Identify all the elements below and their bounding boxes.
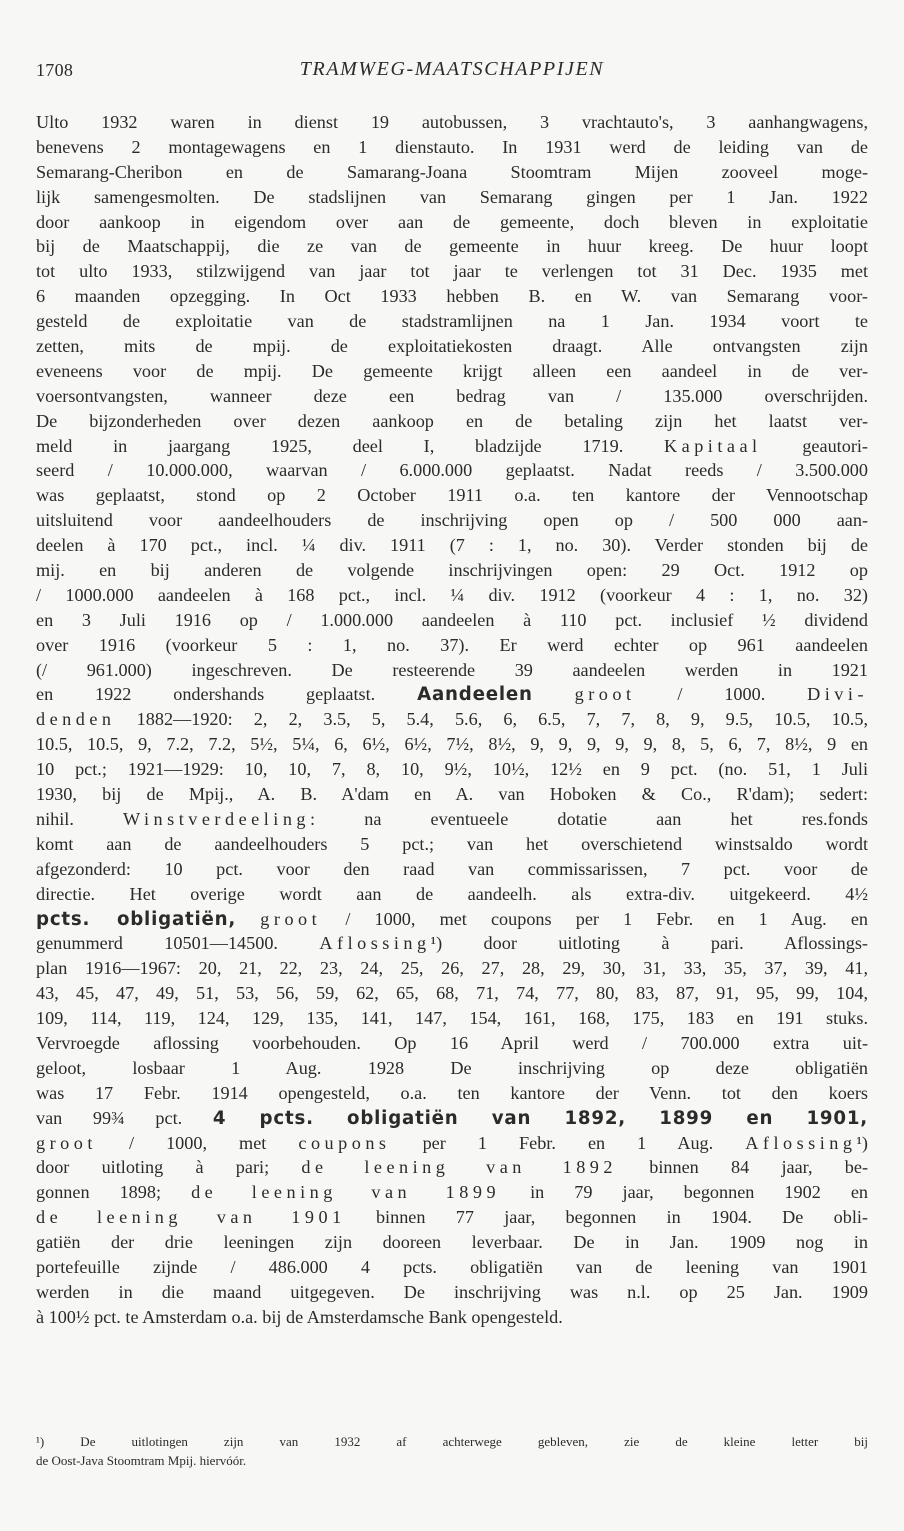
text-segment: ¹)	[856, 1132, 868, 1153]
spaced-term-segment: de leening van 1899	[191, 1182, 501, 1203]
page-header	[36, 50, 868, 90]
text-line	[36, 334, 868, 359]
text-line	[36, 1131, 868, 1156]
text-line	[36, 558, 868, 583]
text-segment: genummerd 10501—14500.	[36, 933, 320, 954]
text-line	[36, 508, 868, 533]
text-line	[36, 658, 868, 683]
spaced-term-segment: groot	[260, 908, 322, 929]
spaced-term-segment: Winstverdeeling	[123, 808, 311, 829]
text-segment: nihil.	[36, 808, 124, 829]
page-number: 1708	[36, 60, 74, 80]
text-segment: door aankoop in eigendom over aan de gemeente, doch bleven in exploitatie	[36, 211, 868, 232]
text-line	[36, 160, 868, 185]
body-text	[36, 110, 868, 1330]
text-segment: 10 pct.; 1921—1929: 10, 10, 7, 8, 10, 9½, 10½, 12½ en 9 pct. (no. 51, 1 Juli	[36, 759, 868, 780]
text-line	[36, 782, 868, 807]
text-segment: directie. Het overige wordt aan de aandeelh. als extra-div. uitgekeerd. 4½	[36, 883, 868, 904]
text-line	[36, 359, 868, 384]
text-segment: 1930, bij de Mpij., A. B. A'dam en A. van Hoboken & Co., R'dam); sedert:	[36, 784, 868, 805]
text-segment: voersontvangsten, wanneer deze een bedrag van / 135.000 overschrijden.	[36, 385, 868, 406]
text-segment: binnen 77 jaar, begonnen in 1904. De obli-	[345, 1207, 868, 1228]
text-line	[36, 956, 868, 981]
text-segment: geautori-	[761, 435, 868, 456]
text-segment: eveneens voor de mpij. De gemeente krijgt alleen een aandeel in de ver-	[36, 360, 868, 381]
text-segment: bij de Maatschappij, die ze van de gemeente in huur kreeg. De huur loopt	[36, 236, 868, 257]
text-line	[36, 931, 868, 956]
text-line	[36, 907, 868, 932]
text-line	[36, 1305, 868, 1330]
text-line	[36, 384, 868, 409]
text-segment: Semarang-Cheribon en de Samarang-Joana Stoomtram Mijen zooveel moge-	[36, 161, 868, 182]
text-segment: seerd / 10.000.000, waarvan / 6.000.000 geplaatst. Nadat reeds / 3.500.000	[36, 460, 868, 481]
text-line	[36, 857, 868, 882]
spaced-term-segment: groot	[574, 684, 636, 705]
text-segment	[236, 909, 260, 929]
footnote-line: de Oost-Java Stoomtram Mpij. hiervóór.	[36, 1453, 247, 1468]
text-segment: 6 maanden opzegging. In Oct 1933 hebben B. en W. van Semarang voor-	[36, 286, 868, 307]
text-line	[36, 434, 868, 459]
text-segment	[533, 684, 575, 704]
text-line	[36, 882, 868, 907]
text-line	[36, 1230, 868, 1255]
bold-heading-segment: pcts. obligatiën,	[36, 908, 237, 930]
text-line	[36, 309, 868, 334]
text-line	[36, 284, 868, 309]
spaced-term-segment: groot	[36, 1132, 97, 1153]
text-line	[36, 732, 868, 757]
text-segment: en 3 Juli 1916 op / 1.000.000 aandeelen à 110 pct. inclusief ½ dividend	[36, 609, 868, 630]
text-line	[36, 533, 868, 558]
text-line	[36, 807, 868, 832]
text-line	[36, 1056, 868, 1081]
text-segment: 1882—1920: 2, 2, 3.5, 5, 5.4, 5.6, 6, 6.5, 7, 7, 8, 9, 9.5, 10.5, 10.5,	[115, 709, 868, 730]
text-segment: 43, 45, 47, 49, 51, 53, 56, 59, 62, 65, 68, 71, 74, 77, 80, 83, 87, 91, 95, 99, 104,	[36, 983, 868, 1004]
text-segment: : na eventueele dotatie aan het res.fonds	[310, 808, 868, 829]
text-segment: meld in jaargang 1925, deel I, bladzijde 1719.	[36, 435, 664, 456]
spaced-term-segment: Divi-	[807, 684, 869, 705]
text-line	[36, 185, 868, 210]
text-line	[36, 1081, 868, 1106]
text-line	[36, 1031, 868, 1056]
text-segment: gesteld de exploitatie van de stadstramlijnen na 1 Jan. 1934 voort te	[36, 311, 868, 332]
text-line	[36, 633, 868, 658]
text-segment: 10.5, 10.5, 9, 7.2, 7.2, 5½, 5¼, 6, 6½, 6½, 7½, 8½, 9, 9, 9, 9, 9, 8, 5, 6, 7, 8½, 9 en	[36, 734, 868, 755]
text-segment: Vervroegde aflossing voorbehouden. Op 16 April werd / 700.000 extra uit-	[36, 1032, 868, 1053]
text-segment: De bijzonderheden over dezen aankoop en de betaling zijn het laatst ver-	[36, 410, 868, 431]
text-segment: ¹) door uitloting à pari. Aflossings-	[430, 933, 868, 954]
text-segment: werden in die maand uitgegeven. De inschrijving was n.l. op 25 Jan. 1909	[36, 1281, 868, 1302]
text-line	[36, 110, 868, 135]
text-line	[36, 981, 868, 1006]
text-segment: komt aan de aandeelhouders 5 pct.; van het overschietend winstsaldo wordt	[36, 833, 868, 854]
text-line	[36, 1106, 868, 1131]
text-segment: was geplaatst, stond op 2 October 1911 o.a. ten kantore der Vennootschap	[36, 485, 868, 506]
text-line	[36, 583, 868, 608]
spaced-term-segment: Kapitaal	[664, 435, 762, 456]
text-segment: 109, 114, 119, 124, 129, 135, 141, 147, 154, 161, 168, 175, 183 en 191 stuks.	[36, 1008, 868, 1029]
text-segment: benevens 2 montagewagens en 1 dienstauto. In 1931 werd de leiding van de	[36, 136, 868, 157]
text-line	[36, 135, 868, 160]
text-segment: door uitloting à pari;	[36, 1157, 302, 1178]
text-line	[36, 1280, 868, 1305]
text-line	[36, 458, 868, 483]
text-segment: gonnen 1898;	[36, 1182, 192, 1203]
text-line	[36, 210, 868, 235]
spaced-term-segment: Aflossing	[745, 1132, 857, 1153]
text-segment: gatiën der drie leeningen zijn dooreen leverbaar. De in Jan. 1909 nog in	[36, 1232, 868, 1253]
text-segment: à 100½ pct. te Amsterdam o.a. bij de Amsterdamsche Bank opengesteld.	[36, 1306, 563, 1327]
text-line	[36, 832, 868, 857]
footnote-line: ¹) De uitlotingen zijn van 1932 af achterwege gebleven, zie de kleine letter bij	[36, 1434, 868, 1449]
text-line	[36, 682, 868, 707]
text-segment: was 17 Febr. 1914 opengesteld, o.a. ten kantore der Venn. tot den koers	[36, 1082, 868, 1103]
text-line	[36, 409, 868, 434]
text-segment: / 1000, met	[96, 1132, 299, 1153]
spaced-term-segment: de leening van 1901	[36, 1207, 346, 1228]
running-title: TRAMWEG-MAATSCHAPPIJEN	[299, 58, 605, 80]
text-line	[36, 1205, 868, 1230]
text-line	[36, 608, 868, 633]
text-segment: tot ulto 1933, stilzwijgend van jaar tot jaar te verlengen tot 31 Dec. 1935 met	[36, 261, 868, 282]
spaced-term-segment: denden	[36, 709, 116, 730]
text-segment: lijk samengesmolten. De stadslijnen van Semarang gingen per 1 Jan. 1922	[36, 186, 868, 207]
bold-heading-segment: Aandeelen	[417, 684, 533, 706]
text-segment: zetten, mits de mpij. de exploitatiekosten draagt. Alle ontvangsten zijn	[36, 336, 868, 357]
text-line	[36, 707, 868, 732]
text-segment: geloot, losbaar 1 Aug. 1928 De inschrijving op deze obligatiën	[36, 1057, 868, 1078]
text-segment: portefeuille zijnde / 486.000 4 pcts. obligatiën van de leening van 1901	[36, 1256, 868, 1277]
text-line	[36, 1006, 868, 1031]
text-segment: mij. en bij anderen de volgende inschrijvingen open: 29 Oct. 1912 op	[36, 560, 868, 581]
text-segment: over 1916 (voorkeur 5 : 1, no. 37). Er werd echter op 961 aandeelen	[36, 634, 868, 655]
text-segment: plan 1916—1967: 20, 21, 22, 23, 24, 25, 26, 27, 28, 29, 30, 31, 33, 35, 37, 39, 41,	[36, 958, 868, 979]
text-segment: Ulto 1932 waren in dienst 19 autobussen, 3 vrachtauto's, 3 aanhangwagens,	[36, 112, 868, 132]
text-segment: deelen à 170 pct., incl. ¼ div. 1911 (7 : 1, no. 30). Verder stonden bij de	[36, 535, 868, 556]
spaced-term-segment: de leening van 1892	[301, 1157, 617, 1178]
spaced-term-segment: coupons	[298, 1132, 391, 1153]
text-line	[36, 1255, 868, 1280]
text-line	[36, 483, 868, 508]
footnotes	[36, 1432, 868, 1470]
bold-heading-segment: 4 pcts. obligatiën van 1892, 1899 en 1901,	[212, 1107, 868, 1129]
text-segment: uitsluitend voor aandeelhouders de inschrijving open op / 500 000 aan-	[36, 510, 868, 531]
text-segment: (/ 961.000) ingeschreven. De resteerende 39 aandeelen werden in 1921	[36, 659, 868, 680]
text-segment: / 1000.	[635, 684, 808, 705]
text-line	[36, 234, 868, 259]
text-segment: en 1922 ondershands geplaatst.	[36, 684, 418, 705]
text-line	[36, 757, 868, 782]
text-segment: / 1000, met coupons per 1 Febr. en 1 Aug. en	[321, 908, 869, 929]
text-line	[36, 259, 868, 284]
text-segment: binnen 84 jaar, be-	[617, 1157, 868, 1178]
text-line	[36, 1180, 868, 1205]
text-segment: afgezonderd: 10 pct. voor den raad van commissarissen, 7 pct. voor de	[36, 858, 868, 879]
spaced-term-segment: Aflossing	[319, 933, 431, 954]
text-line	[36, 1155, 868, 1180]
text-segment: per 1 Febr. en 1 Aug.	[390, 1132, 746, 1153]
text-segment: / 1000.000 aandeelen à 168 pct., incl. ¼ div. 1912 (voorkeur 4 : 1, no. 32)	[36, 584, 868, 605]
text-segment: van 99¾ pct.	[36, 1107, 213, 1128]
text-segment: in 79 jaar, begonnen 1902 en	[500, 1182, 868, 1203]
